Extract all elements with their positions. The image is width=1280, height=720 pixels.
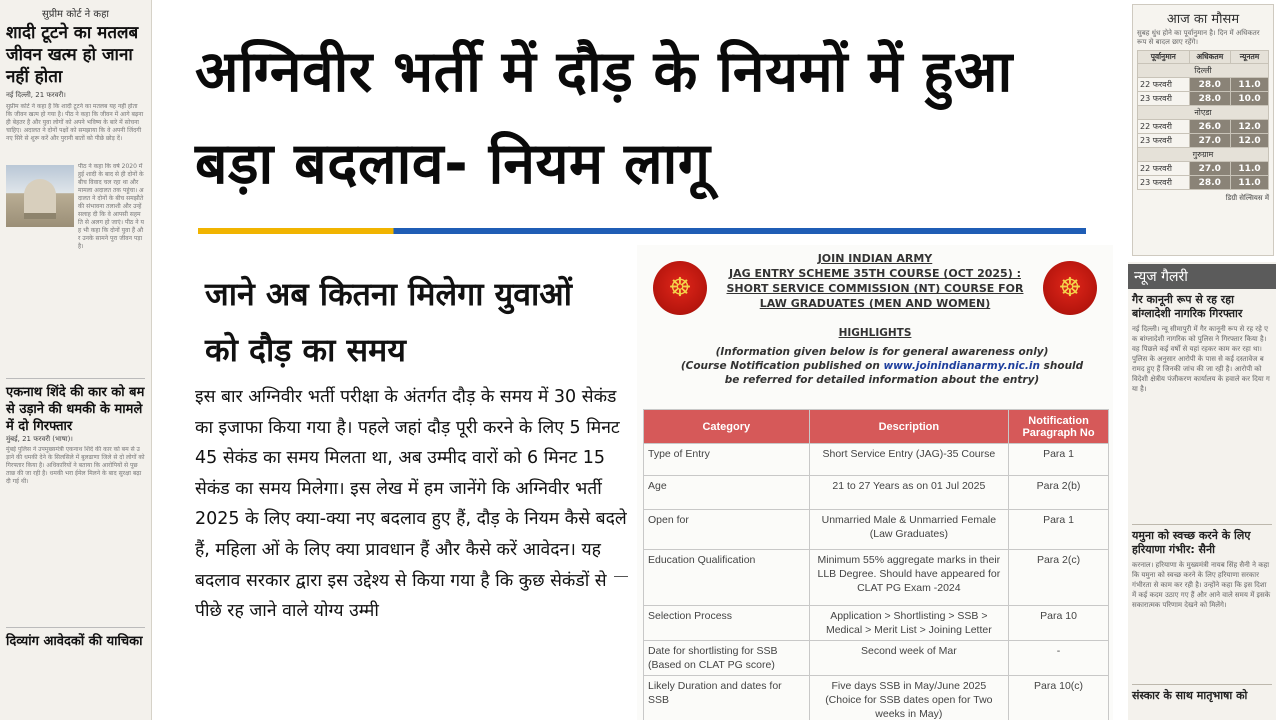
col-description: Description xyxy=(809,410,1008,444)
weather-min: 12.0 xyxy=(1231,134,1269,148)
weather-city: गुरुग्राम xyxy=(1138,148,1269,162)
cell-description: Short Service Entry (JAG)-35 Course xyxy=(809,444,1008,476)
cell-para: - xyxy=(1009,641,1109,676)
left-body-3: मुंबई पुलिस ने उपमुख्यमंत्री एकनाथ शिंदे की कार को बम से उड़ाने की धमकी देने के सिलसिले में बुलढाणा जिले से दो लोगों को गिरफ्तार किया है। अधिकारियों ने बताया कि आरोपियों से पूछताछ की जा रही है। धमकी भरा ईमेल मिलने के बाद सुरक्षा बढ़ा दी गई थी। xyxy=(6,446,145,485)
table-row xyxy=(1138,134,1269,148)
table-row xyxy=(644,606,1109,641)
weather-date: 22 फरवरी xyxy=(1138,78,1190,92)
table-row xyxy=(1138,120,1269,134)
table-row xyxy=(644,510,1109,550)
notice-notif-suffix: should be referred for detailed information about the entry) xyxy=(724,360,1084,386)
table-row xyxy=(644,676,1109,720)
weather-col-min: न्यूनतम xyxy=(1231,51,1269,64)
gallery-headline-2: यमुना को स्वच्छ करने के लिए हरियाणा गंभीर: सैनी xyxy=(1132,529,1251,556)
left-dateline-2: मुंबई, 21 फरवरी (भाषा)। xyxy=(6,435,73,443)
col-para: Notification Paragraph No xyxy=(1009,410,1109,444)
cell-para: Para 1 xyxy=(1009,510,1109,550)
cell-para: Para 2(b) xyxy=(1009,476,1109,510)
dash-mark xyxy=(614,576,628,577)
weather-max: 28.0 xyxy=(1189,176,1231,190)
cell-category: Type of Entry xyxy=(644,444,810,476)
cell-description: 21 to 27 Years as on 01 Jul 2025 xyxy=(809,476,1008,510)
cell-category: Date for shortlisting for SSB (Based on CLAT PG score) xyxy=(644,641,810,676)
table-row xyxy=(1138,162,1269,176)
weather-title: आज का मौसम xyxy=(1166,12,1240,27)
table-row xyxy=(1138,176,1269,190)
weather-date: 23 फरवरी xyxy=(1138,92,1190,106)
emblem-glyph-right: ☸ xyxy=(1058,273,1082,303)
gallery-headline-1: गैर कानूनी रूप से रह रहा बांग्लादेशी नागरिक गिरफ्तार xyxy=(1132,293,1243,320)
left-divider xyxy=(6,378,145,379)
court-photo xyxy=(6,165,74,227)
weather-min: 12.0 xyxy=(1231,120,1269,134)
weather-city: नोएडा xyxy=(1138,106,1269,120)
weather-date: 22 फरवरी xyxy=(1138,162,1190,176)
weather-max: 27.0 xyxy=(1189,162,1231,176)
gallery-divider xyxy=(1132,524,1272,525)
left-newspaper-column xyxy=(0,0,152,720)
weather-box xyxy=(1132,4,1274,256)
cell-description: Application > Shortlisting > SSB > Medical > Merit List > Joining Letter xyxy=(809,606,1008,641)
weather-min: 11.0 xyxy=(1231,176,1269,190)
gallery-divider-2 xyxy=(1132,684,1272,685)
table-row xyxy=(644,444,1109,476)
cell-category: Education Qualification xyxy=(644,550,810,606)
notice-title-rest: JAG ENTRY SCHEME 35TH COURSE (OCT 2025) : SHORT SERVICE COMMISSION (NT) COURSE FOR LAW GRADUATES (MEN AND WOMEN) xyxy=(726,267,1024,310)
table-row xyxy=(644,550,1109,606)
cell-category: Likely Duration and dates for SSB xyxy=(644,676,810,720)
weather-max: 28.0 xyxy=(1189,78,1231,92)
subheading: जाने अब कितना मिलेगा युवाओं को दौड़ का समय xyxy=(205,275,572,369)
notice-table xyxy=(643,409,1109,720)
weather-min: 11.0 xyxy=(1231,78,1269,92)
cell-description: Five days SSB in May/June 2025 (Choice for SSB dates open for Two weeks in May) xyxy=(809,676,1008,720)
cell-description: Minimum 55% aggregate marks in their LLB Degree. Should have appeared for CLAT PG Exam -2024 xyxy=(809,550,1008,606)
left-divider-2 xyxy=(6,627,145,628)
emblem-glyph: ☸ xyxy=(668,273,692,303)
weather-date: 23 फरवरी xyxy=(1138,134,1190,148)
table-row xyxy=(644,641,1109,676)
gallery-body-2: करनाल। हरियाणा के मुख्यमंत्री नायब सिंह सैनी ने कहा कि यमुना को स्वच्छ करने के लिए हरियाणा सरकार गंभीरता से काम कर रही है। उन्होंने कहा कि इस दिशा में कई कदम उठाए गए हैं और आने वाले समय में इसके सकारात्मक परिणाम देखने को मिलेंगे। xyxy=(1132,561,1271,609)
table-row xyxy=(1138,92,1269,106)
main-headline: अग्निवीर भर्ती में दौड़ के नियमों में हुआ बड़ा बदलाव- नियम लागू xyxy=(195,39,1013,197)
weather-date: 23 फरवरी xyxy=(1138,176,1190,190)
weather-col-forecast: पूर्वानुमान xyxy=(1138,51,1190,64)
cell-category: Open for xyxy=(644,510,810,550)
cell-para: Para 2(c) xyxy=(1009,550,1109,606)
left-headline: शादी टूटने का मतलब जीवन खत्म हो जाना नहीं होता xyxy=(6,23,139,87)
left-headline-3: दिव्यांग आवेदकों की याचिका xyxy=(6,634,143,649)
cell-category: Age xyxy=(644,476,810,510)
cell-category: Selection Process xyxy=(644,606,810,641)
weather-city: दिल्ली xyxy=(1138,64,1269,78)
news-gallery xyxy=(1128,262,1276,720)
notice-title xyxy=(715,251,1035,311)
article-body: इस बार अग्निवीर भर्ती परीक्षा के अंतर्गत दौड़ के समय में 30 सेकंड का इजाफा किया गया है। पहले जहां दौड़ पूरी करने के लिए 5 मिनट 45 सेकंड का समय मिलता था, अब उम्मीद वारों को 6 मिनट 15 सेकंड का समय मिलेगा। इस लेख में हम जानेंगे कि अग्निवीर भर्ती 2025 के लिए क्या-क्या नए बदलाव हुए हैं, दौड़ के नियम कैसे बदले हैं, महिला ओं के लिए क्या प्रावधान हैं और कैसे करें आवेदन। यह बदलाव सरकार द्वारा इस उद्देश्य से किया गया है कि कुछ सेकंडों से पीछे रह जाने वाले योग्य उम्मी xyxy=(195,387,627,622)
cell-para: Para 10(c) xyxy=(1009,676,1109,720)
left-body-1: सुप्रीम कोर्ट ने कहा है कि शादी टूटने का मतलब यह नहीं होता कि जीवन खत्म हो गया है। पीठ ने कहा कि जीवन में आगे बढ़ना ही बेहतर है और युवा लोगों को अपने भविष्य के बारे में सोचना चाहिए। अदालत ने दोनों पक्षों को समझाया कि वे अपनी जिंदगी नए सिरे से शुरू करें और पुरानी बातों को पीछे छोड़ दें। xyxy=(6,103,144,142)
notice-notif-prefix: (Course Notification published on xyxy=(680,360,880,372)
notice-info-line: (Information given below is for general awareness only) xyxy=(715,346,1049,358)
cell-para: Para 1 xyxy=(1009,444,1109,476)
cell-description: Unmarried Male & Unmarried Female (Law Graduates) xyxy=(809,510,1008,550)
weather-max: 26.0 xyxy=(1189,120,1231,134)
cell-para: Para 10 xyxy=(1009,606,1109,641)
notice-highlights: HIGHLIGHTS xyxy=(838,327,912,339)
notice-link[interactable]: www.joinindianarmy.nic.in xyxy=(883,360,1040,372)
left-kicker: सुप्रीम कोर्ट ने कहा xyxy=(42,9,109,20)
table-row xyxy=(1138,78,1269,92)
col-category: Category xyxy=(644,410,810,444)
weather-max: 27.0 xyxy=(1189,134,1231,148)
weather-col-max: अधिकतम xyxy=(1189,51,1231,64)
gallery-label: न्यूज गैलरी xyxy=(1128,264,1276,289)
weather-unit-note: डिग्री सेल्सियस में xyxy=(1225,194,1269,202)
cell-description: Second week of Mar xyxy=(809,641,1008,676)
table-row xyxy=(644,476,1109,510)
army-emblem-icon xyxy=(653,261,707,315)
weather-min: 10.0 xyxy=(1231,92,1269,106)
left-byline: नई दिल्ली, 21 फरवरी। xyxy=(6,91,66,99)
gallery-body-1: नई दिल्ली। न्यू सीमापुरी में गैर कानूनी रूप से रह रहे एक बांग्लादेशी नागरिक को पुलिस ने गिरफ्तार किया है। वह पिछले कई वर्षों से यहां रहकर काम कर रहा था। पुलिस के अनुसार आरोपी के पास से कई दस्तावेज बरामद हुए हैं जिनकी जांच की जा रही है। आरोपी को विदेशी क्षेत्रीय पंजीकरण कार्यालय के हवाले कर दिया गया है। xyxy=(1132,325,1270,393)
notice-info xyxy=(677,345,1087,387)
left-body-2: पीठ ने कहा कि वर्ष 2020 में हुई शादी के बाद से ही दोनों के बीच विवाद चल रहा था और मामला अदालत तक पहुंचा। अदालत ने दोनों के बीच समझौते की संभावना तलाशी और उन्हें सलाह दी कि वे आपसी सहमति से अलग हो जाएं। पीठ ने यह भी कहा कि दोनों युवा हैं और उनके सामने पूरा जीवन पड़ा है। xyxy=(78,163,145,250)
army-emblem-icon-right xyxy=(1043,261,1097,315)
weather-max: 28.0 xyxy=(1189,92,1231,106)
weather-date: 22 फरवरी xyxy=(1138,120,1190,134)
weather-table xyxy=(1137,50,1269,190)
gallery-headline-3: संस्कार के साथ मातृभाषा को xyxy=(1132,689,1248,702)
army-notification xyxy=(637,245,1113,720)
headline-accent-bar xyxy=(198,228,1086,234)
left-headline-2: एकनाथ शिंदे की कार को बम से उड़ाने की धमकी के मामले में दो गिरफ्तार xyxy=(6,385,145,434)
weather-note: सुबह धुंध होने का पूर्वानुमान है। दिन में अधिकतर रूप से बादल छाए रहेंगे। xyxy=(1137,29,1260,46)
notice-title-line1: JOIN INDIAN ARMY xyxy=(817,252,933,265)
weather-min: 11.0 xyxy=(1231,162,1269,176)
